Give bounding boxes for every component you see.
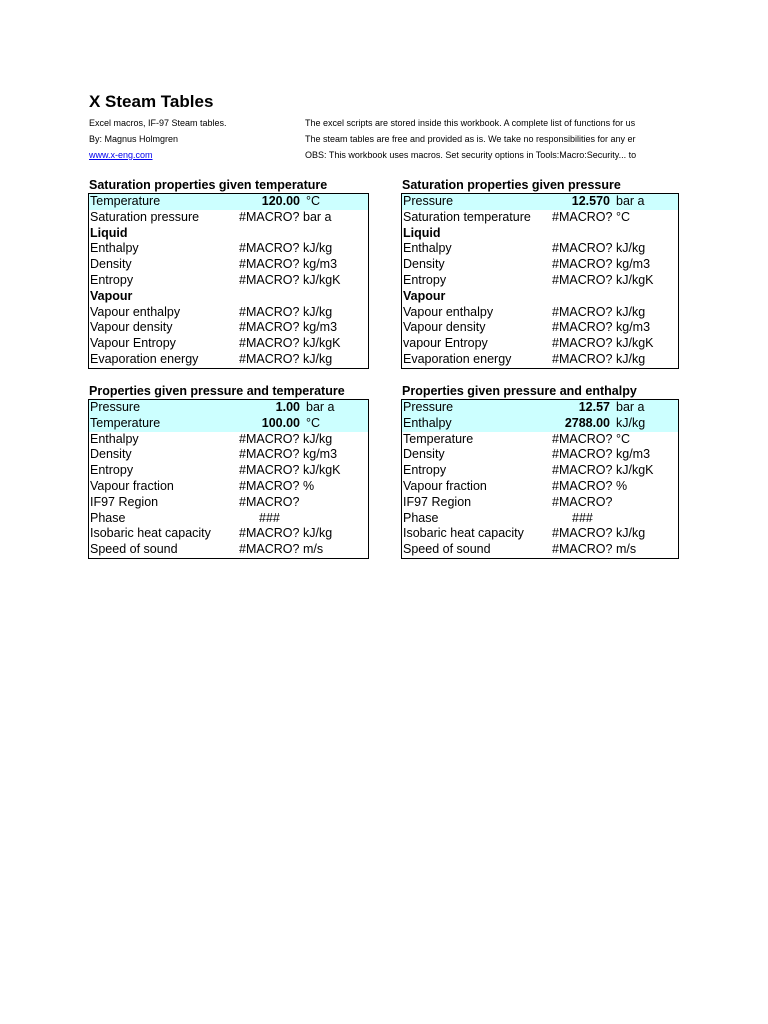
row-value: #MACRO?	[552, 209, 613, 224]
row-label: Density	[403, 257, 445, 272]
table-row	[89, 463, 368, 479]
table-row	[89, 305, 368, 321]
row-value: #MACRO?	[239, 209, 300, 224]
section-title-sat-temp: Saturation properties given temperature	[89, 178, 328, 192]
row-unit: kJ/kg	[616, 415, 646, 430]
row-unit: kJ/kg	[303, 526, 333, 541]
table-row	[402, 432, 678, 448]
input-value[interactable]: 12.57	[578, 400, 610, 414]
row-value: #MACRO?	[239, 320, 300, 335]
row-unit: kJ/kg	[616, 351, 646, 366]
table-row	[89, 432, 368, 448]
row-value: ###	[572, 510, 593, 525]
row-label: Speed of sound	[90, 542, 178, 557]
row-value: #MACRO?	[552, 336, 613, 351]
row-value: #MACRO?	[552, 463, 613, 478]
table-properties-by-pressure-temperature	[88, 399, 369, 559]
row-value: #MACRO?	[552, 494, 613, 509]
table-row	[402, 542, 678, 558]
table-properties-by-pressure-enthalpy	[401, 399, 679, 559]
input-row[interactable]	[89, 194, 368, 210]
header-description: Excel macros, IF-97 Steam tables.	[89, 118, 227, 128]
row-label: Density	[90, 447, 132, 462]
row-unit: kJ/kgK	[303, 463, 341, 478]
row-label: Enthalpy	[90, 241, 139, 256]
row-value: #MACRO?	[552, 257, 613, 272]
row-label: Entropy	[90, 463, 134, 478]
table-row	[89, 241, 368, 257]
table-saturation-by-pressure	[401, 193, 679, 369]
row-label: Vapour Entropy	[90, 336, 176, 351]
table-row	[89, 511, 368, 527]
row-unit: bar a	[306, 400, 335, 414]
table-row	[89, 479, 368, 495]
table-row	[402, 210, 678, 226]
row-value: #MACRO?	[239, 447, 300, 462]
table-row	[89, 542, 368, 558]
table-row	[89, 320, 368, 336]
group-heading-row	[402, 226, 678, 242]
row-label: Liquid	[90, 225, 128, 240]
row-value: #MACRO?	[239, 304, 300, 319]
row-value: #MACRO?	[239, 336, 300, 351]
row-label: Phase	[403, 510, 439, 525]
table-row	[402, 511, 678, 527]
header-author: By: Magnus Holmgren	[89, 134, 179, 144]
table-row	[402, 305, 678, 321]
table-row	[89, 336, 368, 352]
row-value: #MACRO?	[239, 431, 300, 446]
page-title: X Steam Tables	[89, 92, 214, 111]
row-value: #MACRO?	[552, 304, 613, 319]
row-label: IF97 Region	[90, 494, 159, 509]
row-label: Vapour fraction	[90, 478, 174, 493]
row-label: Saturation pressure	[90, 209, 200, 224]
section-title-pt: Properties given pressure and temperature	[89, 384, 345, 398]
group-heading-row	[89, 289, 368, 305]
row-label: Enthalpy	[403, 241, 452, 256]
table-row	[89, 257, 368, 273]
row-value: #MACRO?	[239, 463, 300, 478]
row-label: Entropy	[403, 272, 447, 287]
row-label: Pressure	[403, 194, 454, 208]
section-title-ph: Properties given pressure and enthalpy	[402, 384, 637, 398]
row-value: #MACRO?	[239, 272, 300, 287]
row-label: Evaporation energy	[403, 351, 512, 366]
row-label: vapour Entropy	[403, 336, 488, 351]
row-label: Vapour density	[403, 320, 486, 335]
row-value: ###	[259, 510, 280, 525]
row-unit: kJ/kg	[303, 431, 333, 446]
row-value: #MACRO?	[552, 447, 613, 462]
row-label: Vapour enthalpy	[90, 304, 181, 319]
row-label: Temperature	[90, 194, 161, 208]
row-label: Density	[403, 447, 445, 462]
input-value[interactable]: 12.570	[571, 194, 610, 208]
group-heading-row	[402, 289, 678, 305]
row-value: #MACRO?	[552, 431, 613, 446]
row-unit: kJ/kg	[616, 304, 646, 319]
row-unit: %	[303, 478, 315, 493]
row-unit: bar a	[616, 194, 645, 208]
row-unit: °C	[616, 431, 631, 446]
input-value[interactable]: 100.00	[261, 415, 300, 430]
header-note-2: The steam tables are free and provided as is. We take no responsibilities for any er	[305, 134, 636, 144]
row-value: #MACRO?	[239, 494, 300, 509]
table-row	[89, 526, 368, 542]
row-label: IF97 Region	[403, 494, 472, 509]
row-value: #MACRO?	[239, 351, 300, 366]
table-row	[89, 210, 368, 226]
row-unit: bar a	[616, 400, 645, 414]
table-row	[402, 352, 678, 368]
row-unit: kJ/kgK	[616, 272, 654, 287]
table-row	[402, 273, 678, 289]
table-row	[402, 447, 678, 463]
row-label: Pressure	[403, 400, 454, 414]
table-row	[89, 495, 368, 511]
row-unit: °C	[616, 209, 631, 224]
row-label: Speed of sound	[403, 542, 491, 557]
input-row[interactable]	[402, 400, 678, 416]
row-value: #MACRO?	[552, 542, 613, 557]
row-unit: kg/m3	[303, 257, 338, 272]
row-unit: kg/m3	[616, 320, 651, 335]
row-label: Vapour fraction	[403, 478, 487, 493]
table-row	[89, 352, 368, 368]
row-value: #MACRO?	[552, 272, 613, 287]
table-saturation-by-temperature	[88, 193, 369, 369]
row-value: #MACRO?	[552, 241, 613, 256]
input-row[interactable]	[402, 416, 678, 432]
row-value: #MACRO?	[552, 320, 613, 335]
row-value: #MACRO?	[239, 241, 300, 256]
header-note-3: OBS: This workbook uses macros. Set security options in Tools:Macro:Security... to	[305, 150, 637, 160]
row-value: #MACRO?	[552, 351, 613, 366]
input-row[interactable]	[89, 400, 368, 416]
row-label: Vapour	[403, 288, 446, 303]
row-value: #MACRO?	[239, 542, 300, 557]
row-label: Vapour enthalpy	[403, 304, 494, 319]
table-row	[402, 495, 678, 511]
table-row	[402, 336, 678, 352]
table-row	[89, 273, 368, 289]
row-unit: kg/m3	[616, 447, 651, 462]
row-unit: kJ/kg	[616, 241, 646, 256]
row-unit: m/s	[616, 542, 637, 557]
row-unit: kJ/kgK	[616, 336, 654, 351]
row-label: Phase	[90, 510, 126, 525]
row-label: Entropy	[403, 463, 447, 478]
row-unit: kJ/kg	[303, 241, 333, 256]
group-heading-row	[89, 226, 368, 242]
row-label: Liquid	[403, 225, 441, 240]
header-note-1: The excel scripts are stored inside this workbook. A complete list of functions for us	[305, 118, 636, 128]
row-label: Vapour	[90, 288, 133, 303]
row-value: #MACRO?	[239, 257, 300, 272]
row-unit: °C	[306, 194, 321, 208]
table-row	[402, 320, 678, 336]
row-value: #MACRO?	[552, 478, 613, 493]
row-unit: kJ/kgK	[616, 463, 654, 478]
table-row	[402, 241, 678, 257]
input-row[interactable]	[89, 416, 368, 432]
table-row	[402, 479, 678, 495]
row-label: Temperature	[403, 431, 474, 446]
row-label: Isobaric heat capacity	[90, 526, 211, 541]
row-unit: kJ/kgK	[303, 336, 341, 351]
table-row	[402, 463, 678, 479]
row-value: #MACRO?	[239, 478, 300, 493]
header-website-link[interactable]: www.x-eng.com	[89, 150, 153, 160]
row-unit: kJ/kg	[303, 304, 333, 319]
row-label: Density	[90, 257, 132, 272]
row-unit: m/s	[303, 542, 324, 557]
row-value: #MACRO?	[552, 526, 613, 541]
row-unit: °C	[306, 415, 321, 430]
row-label: Temperature	[90, 415, 161, 430]
row-unit: kg/m3	[303, 320, 338, 335]
row-unit: kJ/kgK	[303, 272, 341, 287]
row-label: Enthalpy	[403, 415, 452, 430]
table-row	[89, 447, 368, 463]
section-title-sat-press: Saturation properties given pressure	[402, 178, 621, 192]
row-label: Pressure	[90, 400, 141, 414]
row-label: Vapour density	[90, 320, 173, 335]
row-label: Evaporation energy	[90, 351, 199, 366]
row-label: Isobaric heat capacity	[403, 526, 524, 541]
row-unit: kJ/kg	[616, 526, 646, 541]
row-unit: kg/m3	[616, 257, 651, 272]
row-unit: %	[616, 478, 628, 493]
input-value[interactable]: 2788.00	[564, 415, 610, 430]
row-label: Enthalpy	[90, 431, 139, 446]
table-row	[402, 257, 678, 273]
row-unit: kg/m3	[303, 447, 338, 462]
input-value[interactable]: 1.00	[275, 400, 300, 414]
row-label: Entropy	[90, 272, 134, 287]
row-unit: kJ/kg	[303, 351, 333, 366]
row-value: #MACRO?	[239, 526, 300, 541]
input-value[interactable]: 120.00	[261, 194, 300, 208]
input-row[interactable]	[402, 194, 678, 210]
row-unit: bar a	[303, 209, 332, 224]
table-row	[402, 526, 678, 542]
row-label: Saturation temperature	[403, 209, 531, 224]
